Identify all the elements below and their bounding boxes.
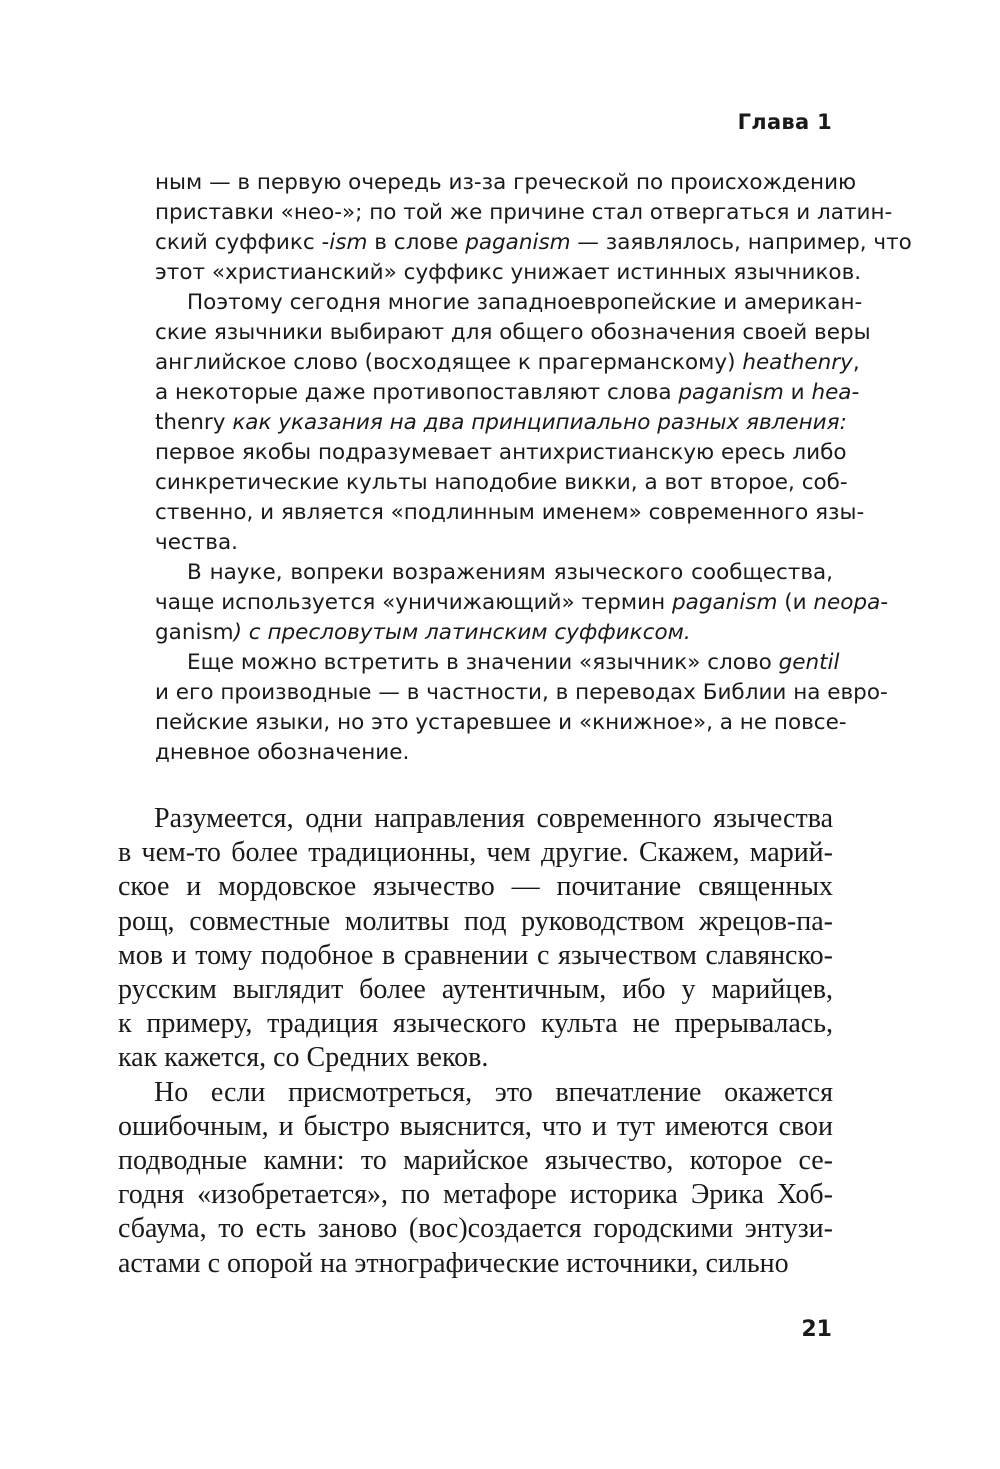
text-line: мов и тому подобное в сравнении с язычеством славянско- bbox=[118, 939, 833, 971]
sidebar-box bbox=[155, 168, 912, 768]
text-line: сбаума, то есть заново (вос)создается городскими энтузи- bbox=[118, 1213, 833, 1245]
sidebar-paragraph-2 bbox=[155, 288, 871, 558]
text-line: В науке, вопреки возражениям языческого сообщества, bbox=[187, 560, 833, 585]
text-line: пейские языки, но это устаревшее и «книжное», а не повсе- bbox=[155, 710, 847, 735]
sidebar-paragraph-1 bbox=[155, 168, 912, 288]
text-line: дневное обозначение. bbox=[155, 740, 410, 765]
text-line: астами с опорой на этнографические источники, сильно bbox=[118, 1247, 789, 1279]
text-line: этот «христианский» суффикс унижает истинных язычников. bbox=[155, 260, 862, 285]
running-head-chapter: Глава 1 bbox=[737, 110, 832, 134]
text-line: Разумеется, одни направления современного язычества bbox=[154, 803, 833, 834]
text-line: синкретические культы наподобие викки, а вот второе, соб- bbox=[155, 470, 848, 495]
text-line: ным — в первую очередь из-за греческой по происхождению bbox=[155, 170, 857, 195]
text-line: чаще используется «уничижающий» термин paganism (и neopa- bbox=[155, 590, 889, 615]
text-line: ganism) с пресловутым латинским суффиксом. bbox=[155, 620, 691, 645]
text-line: и его производные — в частности, в переводах Библии на евро- bbox=[155, 680, 888, 705]
main-paragraph-1 bbox=[118, 802, 833, 1076]
text-line: Поэтому сегодня многие западноевропейские и американ- bbox=[187, 290, 863, 315]
text-line: ственно, и является «подлинным именем» современного язы- bbox=[155, 500, 865, 525]
text-line: Но если присмотреться, это впечатление окажется bbox=[154, 1076, 833, 1108]
text-line: ошибочным, и быстро выяснится, что и тут имеются свои bbox=[118, 1110, 833, 1142]
text-line: подводные камни: то марийское язычество, которое се- bbox=[118, 1145, 833, 1177]
text-line: ский суффикс -ism в слове paganism — заявлялось, например, что bbox=[155, 230, 912, 255]
text-line: как кажется, со Средних веков. bbox=[118, 1042, 489, 1074]
sidebar-paragraph-3 bbox=[155, 558, 889, 648]
page-number: 21 bbox=[801, 1317, 832, 1342]
text-line: thenry как указания на два принципиально разных явления: bbox=[155, 410, 847, 435]
text-line: а некоторые даже противопоставляют слова paganism и hea- bbox=[155, 380, 860, 405]
text-line: ские язычники выбирают для общего обозначения своей веры bbox=[155, 320, 871, 345]
text-line: русским выглядит более аутентичным, ибо у марийцев, bbox=[118, 974, 833, 1006]
text-line: чества. bbox=[155, 530, 238, 555]
text-line: английское слово (восходящее к прагерманскому) heathenry, bbox=[155, 350, 860, 375]
text-line: в чем-то более традиционны, чем другие. Скажем, марий- bbox=[118, 837, 833, 869]
text-line: ское и мордовское язычество — почитание священных bbox=[118, 871, 833, 903]
text-line: приставки «нео-»; по той же причине стал отвергаться и латин- bbox=[155, 200, 893, 225]
text-line: рощ, совместные молитвы под руководством жрецов-па- bbox=[118, 905, 833, 937]
text-line: Еще можно встретить в значении «язычник» слово gentil bbox=[187, 650, 840, 675]
sidebar-paragraph-4 bbox=[155, 648, 888, 768]
main-text bbox=[118, 802, 833, 1281]
main-paragraph-2 bbox=[118, 1076, 833, 1281]
text-line: первое якобы подразумевает антихристианскую ересь либо bbox=[155, 440, 847, 465]
text-line: годня «изобретается», по метафоре историка Эрика Хоб- bbox=[118, 1179, 833, 1211]
text-line: к примеру, традиция языческого культа не прерывалась, bbox=[118, 1008, 833, 1040]
